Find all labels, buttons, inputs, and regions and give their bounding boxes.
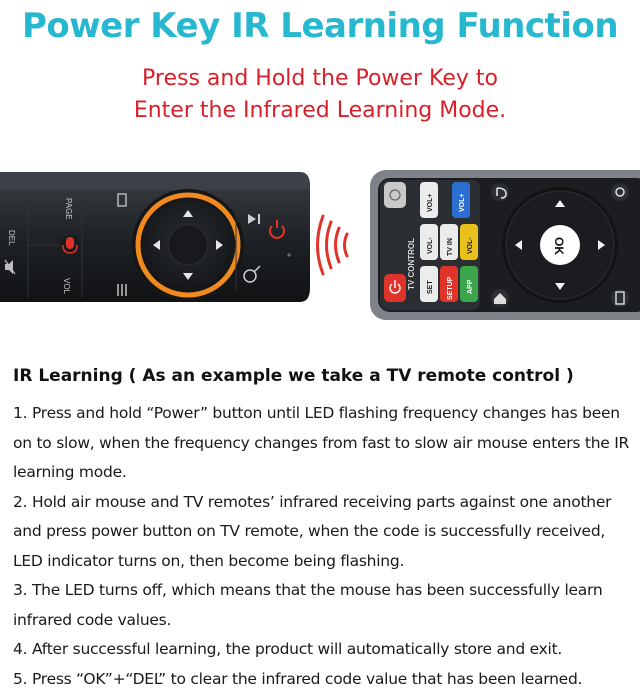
dpad[interactable] [132,189,244,301]
ir-signal-icon [318,216,348,274]
page-label: PAGE [64,198,73,220]
mic-button[interactable] [60,235,80,255]
subtitle-line-2: Enter the Infrared Learning Mode. [133,98,507,123]
vol-label: VOL [62,278,71,295]
subtitle-line-1: Press and Hold the Power Key to [142,66,498,91]
tv-ok-label: OK [552,237,566,255]
settings-icon[interactable] [611,183,629,201]
microphone-icon [66,237,74,249]
vol-plus-color-label: VOL+ [459,193,466,212]
led-indicator [287,253,290,256]
remotes-illustration [0,150,640,340]
tv-dpad[interactable] [502,187,618,303]
ok-button[interactable] [168,225,208,265]
vol-plus-label: VOL+ [427,193,434,212]
instructions-list [13,399,635,689]
tv-control-label: TV CONTROL [407,238,416,290]
air-mouse-remote [0,172,310,302]
setup-label: SETUP [447,276,454,300]
instruction-step-2: 2. Hold air mouse and TV remotes’ infrared receiving parts against one another and press power button on TV remote, when the code is successfully received, LED indicator turns on, then become being flashing. [13,492,612,570]
instruction-step-3: 3. The LED turns off, which means that the mouse has been successfully learn infrared code values. [13,581,603,629]
tv-power-button[interactable] [384,274,406,302]
menu-icon[interactable] [611,289,629,307]
instructions-heading: IR Learning ( As an example we take a TV remote control ) [13,366,574,386]
del-label: DEL [7,230,16,246]
tv-learn-button[interactable] [384,182,406,208]
vol-minus-label: VOL- [427,237,434,254]
back-icon[interactable] [491,183,509,201]
instruction-step-4: 4. After successful learning, the product will automatically store and exit. [13,640,563,658]
set-label: SET [427,280,434,294]
page-title: Power Key IR Learning Function [21,6,619,46]
instruction-step-1: 1. Press and hold “Power” button until LED flashing frequency changes has been on to slow, when the frequency changes from fast to slow air mouse enters the IR learning mode. [13,404,630,481]
tv-remote [370,170,640,320]
home-icon[interactable] [491,289,509,307]
vol-minus-color-label: VOL- [467,237,474,254]
instruction-step-5: 5. Press “OK”+“DEL” to clear the infrared code value that has been learned. [13,669,583,688]
tv-in-label: TV IN [447,238,454,256]
app-label: APP [467,279,474,294]
